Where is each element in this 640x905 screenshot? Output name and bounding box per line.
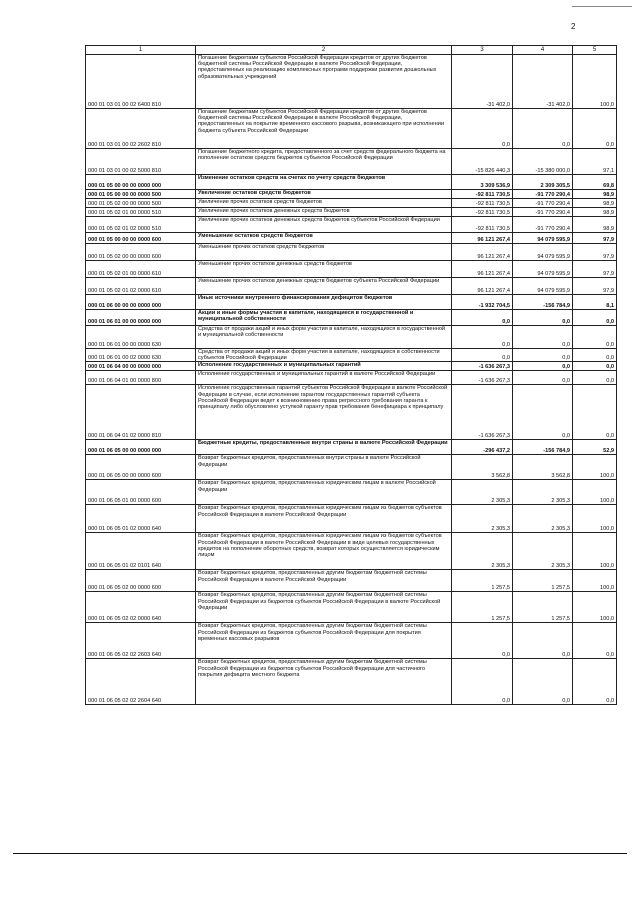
budget-code-cell: 000 01 05 02 01 00 0000 610 (86, 261, 196, 278)
amount-cell: 2 305,3 (513, 480, 573, 505)
amount-cell: 0,0 (573, 659, 617, 705)
item-name-cell: Возврат бюджетных кредитов, предоставленных внутри страны в валюте Российской Федерации (196, 455, 452, 480)
amount-cell: 96 121 267,4 (452, 278, 513, 295)
budget-code-cell: 000 01 05 02 01 00 0000 510 (86, 208, 196, 217)
amount-cell: 100,0 (573, 455, 617, 480)
item-name-cell: Возврат бюджетных кредитов, предоставленных другим бюджетам бюджетной системы Российской Федерации из бюджетов субъектов Российской Федерации для частичного покрытия дефицита местного бюджета (196, 659, 452, 705)
budget-code-cell: 000 01 03 01 00 02 5000 810 (86, 149, 196, 175)
amount-cell: 97,9 (573, 278, 617, 295)
item-name-cell: Уменьшение остатков средств бюджетов (196, 233, 452, 244)
table-row (86, 190, 617, 199)
budget-code-cell: 000 01 06 05 02 00 0000 600 (86, 570, 196, 592)
amount-cell: -15 826 440,3 (452, 149, 513, 175)
table-row (86, 175, 617, 190)
amount-cell: 1 257,5 (513, 570, 573, 592)
amount-cell: 98,9 (573, 199, 617, 208)
table-row (86, 505, 617, 533)
amount-cell: 94 079 595,9 (513, 278, 573, 295)
amount-cell: -31 402,0 (452, 55, 513, 109)
item-name-cell: Увеличение прочих остатков средств бюджетов (196, 199, 452, 208)
amount-cell: 94 079 595,9 (513, 244, 573, 261)
budget-sources-table (85, 45, 617, 705)
item-name-cell: Погашение бюджетного кредита, предоставленного за счет средств федерального бюджета на пополнение остатков средств бюджетов субъектов Российской Федерации (196, 149, 452, 175)
table-row (86, 371, 617, 385)
amount-cell: 2 305,3 (452, 505, 513, 533)
budget-code-cell: 000 01 05 02 01 02 0000 610 (86, 278, 196, 295)
amount-cell: -91 770 290,4 (513, 217, 573, 233)
item-name-cell: Увеличение прочих остатков денежных средств бюджетов субъектов Российской Федерации (196, 217, 452, 233)
amount-cell: -1 636 267,3 (452, 385, 513, 440)
budget-code-cell: 000 01 06 04 01 02 0000 810 (86, 385, 196, 440)
amount-cell: -91 770 290,4 (513, 208, 573, 217)
table-row (86, 440, 617, 455)
amount-cell: 0,0 (513, 310, 573, 326)
footer-rule (13, 853, 627, 854)
table-row (86, 208, 617, 217)
amount-cell: 0,0 (513, 623, 573, 659)
table-row (86, 455, 617, 480)
table-row (86, 217, 617, 233)
item-name-cell: Акции и иные формы участия в капитале, находящиеся в государственной и муниципальной собственности (196, 310, 452, 326)
budget-code-cell: 000 01 06 05 01 02 0000 640 (86, 505, 196, 533)
amount-cell: 0,0 (573, 385, 617, 440)
item-name-cell: Исполнение государственных и муниципальных гарантий в валюте Российской Федерации (196, 371, 452, 385)
amount-cell: 3 562,8 (513, 455, 573, 480)
budget-code-cell: 000 01 06 04 01 00 0000 800 (86, 371, 196, 385)
budget-code-cell: 000 01 05 02 00 00 0000 600 (86, 244, 196, 261)
column-header: 4 (513, 46, 573, 55)
table-row (86, 149, 617, 175)
amount-cell: 3 309 536,9 (452, 175, 513, 190)
amount-cell: -92 811 730,5 (452, 208, 513, 217)
budget-code-cell: 000 01 06 05 00 00 0000 600 (86, 455, 196, 480)
amount-cell: 2 305,3 (513, 505, 573, 533)
budget-code-cell: 000 01 06 01 00 02 0000 630 (86, 349, 196, 362)
item-name-cell: Увеличение прочих остатков денежных средств бюджетов (196, 208, 452, 217)
budget-code-cell: 000 01 06 04 00 00 0000 000 (86, 362, 196, 371)
amount-cell: 97,9 (573, 233, 617, 244)
amount-cell: -91 770 290,4 (513, 199, 573, 208)
page-number: 2 (571, 22, 576, 31)
amount-cell: 8,1 (573, 295, 617, 310)
table-row (86, 592, 617, 623)
item-name-cell: Бюджетные кредиты, предоставленные внутри страны в валюте Российской Федерации (196, 440, 452, 455)
amount-cell: 0,0 (452, 349, 513, 362)
item-name-cell: Уменьшение прочих остатков средств бюджетов (196, 244, 452, 261)
amount-cell: 0,0 (573, 362, 617, 371)
table-row (86, 326, 617, 349)
amount-cell: 0,0 (513, 371, 573, 385)
budget-code-cell: 000 01 06 00 00 00 0000 000 (86, 295, 196, 310)
amount-cell: 97,1 (573, 149, 617, 175)
table-row (86, 480, 617, 505)
amount-cell: -15 380 000,0 (513, 149, 573, 175)
column-header: 3 (452, 46, 513, 55)
amount-cell: 97,9 (573, 244, 617, 261)
amount-cell: 0,0 (573, 109, 617, 149)
amount-cell: 96 121 267,4 (452, 261, 513, 278)
amount-cell: 0,0 (573, 623, 617, 659)
amount-cell: -31 402,0 (513, 55, 573, 109)
budget-code-cell: 000 01 06 01 00 00 0000 630 (86, 326, 196, 349)
table-row (86, 570, 617, 592)
amount-cell: 0,0 (452, 623, 513, 659)
item-name-cell: Средства от продажи акций и иных форм участия в капитале, находящихся в собственности субъектов Российской Федерации (196, 349, 452, 362)
amount-cell: 0,0 (513, 385, 573, 440)
amount-cell: 0,0 (513, 349, 573, 362)
amount-cell: 0,0 (452, 109, 513, 149)
amount-cell: 100,0 (573, 55, 617, 109)
amount-cell: -92 811 730,5 (452, 199, 513, 208)
amount-cell: 0,0 (573, 326, 617, 349)
amount-cell: 100,0 (573, 570, 617, 592)
amount-cell: 96 121 267,4 (452, 244, 513, 261)
amount-cell: 98,9 (573, 208, 617, 217)
item-name-cell: Возврат бюджетных кредитов, предоставленных юридическим лицам в валюте Российской Федерации (196, 480, 452, 505)
amount-cell: -296 437,2 (452, 440, 513, 455)
table-row (86, 55, 617, 109)
amount-cell: 3 562,8 (452, 455, 513, 480)
budget-code-cell: 000 01 06 05 02 02 2604 640 (86, 659, 196, 705)
item-name-cell: Средства от продажи акций и иных форм участия в капитале, находящихся в государственной и муниципальной собственности (196, 326, 452, 349)
amount-cell: 52,9 (573, 440, 617, 455)
budget-code-cell: 000 01 06 01 00 00 0000 000 (86, 310, 196, 326)
item-name-cell: Уменьшение прочих остатков денежных средств бюджетов (196, 261, 452, 278)
amount-cell: 1 257,5 (452, 592, 513, 623)
amount-cell: 69,8 (573, 175, 617, 190)
table-row (86, 623, 617, 659)
table-row (86, 295, 617, 310)
table-row (86, 362, 617, 371)
amount-cell: 0,0 (452, 310, 513, 326)
amount-cell: -92 811 730,5 (452, 217, 513, 233)
budget-code-cell: 000 01 05 00 00 00 0000 600 (86, 233, 196, 244)
budget-code-cell: 000 01 05 02 01 02 0000 510 (86, 217, 196, 233)
amount-cell: 0,0 (452, 659, 513, 705)
amount-cell: 2 305,3 (452, 480, 513, 505)
amount-cell: 0,0 (452, 326, 513, 349)
item-name-cell: Возврат бюджетных кредитов, предоставленных юридическим лицам из бюджетов субъектов Российской Федерации в валюте Российской Федерации в виде целевых государственных кредитов на пополнение оборотных средств, возврат которых осуществляется юридическим лицом (196, 533, 452, 570)
amount-cell: 2 305,3 (513, 533, 573, 570)
amount-cell: -92 811 730,5 (452, 190, 513, 199)
budget-code-cell: 000 01 03 01 00 02 2602 810 (86, 109, 196, 149)
column-header: 2 (196, 46, 452, 55)
amount-cell: 2 305,3 (452, 533, 513, 570)
amount-cell: 0,0 (573, 349, 617, 362)
table-row (86, 199, 617, 208)
item-name-cell: Увеличение остатков средств бюджетов (196, 190, 452, 199)
amount-cell: 100,0 (573, 533, 617, 570)
amount-cell: 100,0 (573, 505, 617, 533)
amount-cell: 94 079 595,9 (513, 261, 573, 278)
item-name-cell: Исполнение государственных гарантий субъектов Российской Федерации в валюте Российской Федерации в случае, если исполнение гарантом государственных гарантий субъекта Российской Федерации ведет к возникновению права регрессного требования гаранта к принципалу либо обусловлено уступкой гаранту прав требования бенефициара к принципалу (196, 385, 452, 440)
table-row (86, 310, 617, 326)
amount-cell: 0,0 (513, 659, 573, 705)
column-header: 5 (573, 46, 617, 55)
budget-code-cell: 000 01 03 01 00 02 6400 810 (86, 55, 196, 109)
table-row (86, 261, 617, 278)
amount-cell: 100,0 (573, 480, 617, 505)
budget-code-cell: 000 01 06 05 00 00 0000 000 (86, 440, 196, 455)
table-row (86, 533, 617, 570)
amount-cell: 0,0 (513, 362, 573, 371)
table-row (86, 109, 617, 149)
amount-cell: -1 636 267,3 (452, 362, 513, 371)
amount-cell: 0,0 (513, 326, 573, 349)
amount-cell: 1 257,5 (513, 592, 573, 623)
item-name-cell: Возврат бюджетных кредитов, предоставленных другим бюджетам бюджетной системы Российской Федерации из бюджетов субъектов Российской Федерации для покрытия временных кассовых разрывов (196, 623, 452, 659)
page-corner-mark (572, 6, 632, 7)
table-row (86, 659, 617, 705)
budget-code-cell: 000 01 06 05 02 02 0000 640 (86, 592, 196, 623)
column-header: 1 (86, 46, 196, 55)
item-name-cell: Иные источники внутреннего финансирования дефицитов бюджетов (196, 295, 452, 310)
table-header-row (86, 46, 617, 55)
item-name-cell: Возврат бюджетных кредитов, предоставленных другим бюджетам бюджетной системы Российской Федерации из бюджетов субъектов Российской Федерации в валюте Российской Федерации (196, 592, 452, 623)
amount-cell: 98,9 (573, 217, 617, 233)
amount-cell: 96 121 267,4 (452, 233, 513, 244)
item-name-cell: Исполнение государственных и муниципальных гарантий (196, 362, 452, 371)
table-row (86, 244, 617, 261)
budget-code-cell: 000 01 06 05 01 00 0000 600 (86, 480, 196, 505)
amount-cell: 97,9 (573, 261, 617, 278)
item-name-cell: Изменение остатков средств на счетах по учету средств бюджетов (196, 175, 452, 190)
amount-cell: 98,9 (573, 190, 617, 199)
amount-cell: 2 309 305,5 (513, 175, 573, 190)
item-name-cell: Погашение бюджетами субъектов Российской Федерации кредитов от других бюджетов бюджетной системы Российской Федерации в валюте Российской Федерации, предоставленных на реализацию комплексных программ поддержки развития дошкольных образовательных учреждений (196, 55, 452, 109)
budget-code-cell: 000 01 05 00 00 00 0000 000 (86, 175, 196, 190)
budget-code-cell: 000 01 05 00 00 00 0000 500 (86, 190, 196, 199)
amount-cell: 100,0 (573, 592, 617, 623)
table-row (86, 385, 617, 440)
amount-cell: -156 784,9 (513, 295, 573, 310)
table-row (86, 349, 617, 362)
amount-cell: 0,0 (513, 109, 573, 149)
amount-cell: -91 770 290,4 (513, 190, 573, 199)
budget-code-cell: 000 01 06 05 01 02 0101 640 (86, 533, 196, 570)
amount-cell: -1 636 267,3 (452, 371, 513, 385)
amount-cell: 1 257,5 (452, 570, 513, 592)
amount-cell: -156 784,9 (513, 440, 573, 455)
item-name-cell: Погашение бюджетами субъектов Российской Федерации кредитов от других бюджетов бюджетной системы Российской Федерации в валюте Российской Федерации, предоставленных на покрытие временного кассового разрыва, возникающего при исполнении бюджета субъекта Российской Федерации (196, 109, 452, 149)
budget-code-cell: 000 01 06 05 02 02 2603 640 (86, 623, 196, 659)
amount-cell: 94 079 595,9 (513, 233, 573, 244)
table-row (86, 233, 617, 244)
amount-cell: 0,0 (573, 310, 617, 326)
item-name-cell: Возврат бюджетных кредитов, предоставленных юридическим лицам из бюджетов субъектов Российской Федерации в валюте Российской Федерации (196, 505, 452, 533)
item-name-cell: Возврат бюджетных кредитов, предоставленных другим бюджетам бюджетной системы Российской Федерации в валюте Российской Федерации (196, 570, 452, 592)
amount-cell: -1 932 704,5 (452, 295, 513, 310)
budget-code-cell: 000 01 05 02 00 00 0000 500 (86, 199, 196, 208)
item-name-cell: Уменьшение прочих остатков денежных средств бюджетов субъекта Российской Федерации (196, 278, 452, 295)
amount-cell: 0,0 (573, 371, 617, 385)
table-row (86, 278, 617, 295)
